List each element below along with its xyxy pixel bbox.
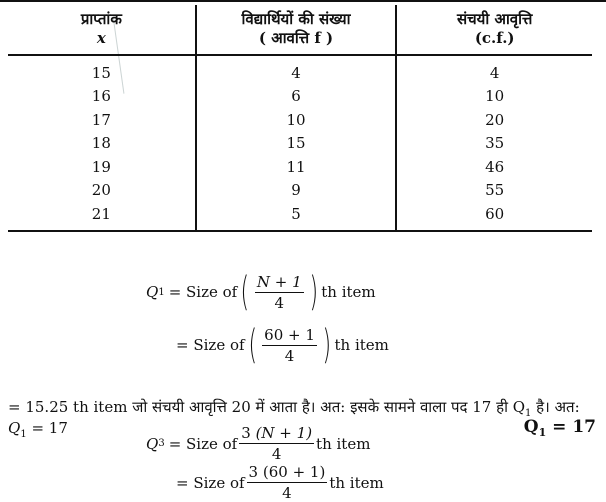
cell-marks: 17	[91, 110, 111, 129]
cell-cumulative: 46	[396, 155, 592, 179]
fraction-numerator: 3 (60 + 1)	[248, 463, 326, 481]
explanation-line	[8, 397, 580, 419]
th-item-text: th item	[329, 473, 384, 492]
header-marks-symbol: x	[96, 29, 106, 47]
header-students-label: विद्यार्थियों की संख्या	[241, 10, 351, 28]
header-marks	[8, 5, 196, 55]
q-symbol: Q	[146, 283, 159, 301]
cell-cumulative: 55	[396, 179, 592, 203]
size-of-text: = Size of	[176, 473, 245, 492]
table-row	[8, 202, 592, 231]
cell-cumulative: 20	[396, 108, 592, 132]
cell-frequency: 4	[196, 55, 397, 85]
table-row	[8, 179, 592, 203]
q-subscript: 1	[538, 426, 547, 439]
th-item-text: th item	[321, 283, 376, 301]
cell-marks: 15	[91, 63, 111, 82]
size-of-text: = Size of	[176, 336, 245, 354]
fraction	[255, 273, 304, 312]
cell-cumulative: 60	[396, 202, 592, 231]
cell-cumulative: 4	[396, 55, 592, 85]
fraction-denominator: 4	[271, 445, 282, 463]
right-paren: )	[322, 322, 332, 368]
explanation-text: = 15.25 th item जो संचयी आवृत्ति 20 में आता है। अत: इसके सामने वाला पद 17 ही Q	[8, 398, 526, 416]
q-subscript: 3	[158, 438, 165, 449]
fraction-denominator: 4	[284, 346, 295, 365]
table-header-row	[8, 5, 592, 55]
left-paren: (	[240, 269, 250, 315]
header-students-symbol: ( आवत्ति f )	[258, 29, 334, 47]
formula-q1-general	[146, 269, 376, 315]
formula-q3-general	[146, 424, 370, 463]
q-symbol: Q	[8, 419, 21, 437]
header-students	[196, 5, 397, 55]
table-row	[8, 55, 592, 85]
q-subscript: 1	[20, 429, 27, 440]
th-item-text: th item	[334, 336, 389, 354]
fraction-denominator: 4	[282, 484, 292, 502]
fraction	[247, 463, 328, 502]
formula-q1-substituted	[176, 322, 389, 368]
q1-result-inline	[8, 419, 68, 440]
cell-frequency: 9	[196, 179, 397, 203]
cell-marks: 20	[91, 181, 111, 200]
header-marks-label: प्राप्तांक	[80, 10, 122, 28]
cell-marks: 19	[91, 157, 111, 176]
table-row	[8, 132, 592, 156]
header-cumulative-symbol: (c.f.)	[474, 29, 515, 47]
formula-q3-substituted	[176, 463, 384, 502]
q1-value: = 17	[26, 419, 68, 437]
fraction-denominator: 4	[274, 293, 284, 312]
q-symbol: Q	[523, 417, 539, 437]
q1-value: = 17	[546, 417, 596, 437]
paren-group	[237, 269, 321, 315]
explanation-subscript: 1	[525, 408, 532, 419]
q-symbol: Q	[146, 434, 159, 453]
cell-marks: 21	[8, 202, 196, 231]
fraction-numerator: N + 1	[256, 272, 302, 291]
cell-frequency: 5	[196, 202, 397, 231]
table-row	[8, 85, 592, 109]
fraction	[262, 326, 317, 365]
cell-frequency: 10	[196, 108, 397, 132]
th-item-text: th item	[316, 434, 371, 453]
q-subscript: 1	[158, 286, 165, 298]
header-cumulative-label: संचयी आवृत्ति	[456, 10, 533, 28]
explanation-end: है। अत:	[531, 398, 580, 416]
cell-cumulative: 35	[396, 132, 592, 156]
top-rule	[0, 0, 606, 2]
right-paren: )	[309, 269, 318, 315]
header-cumulative	[396, 5, 592, 55]
numerator-coefficient: 3	[241, 424, 251, 442]
cell-frequency: 11	[196, 155, 397, 179]
table-row	[8, 155, 592, 179]
fraction-numerator	[239, 424, 314, 444]
size-of-text: = Size of	[168, 283, 238, 301]
cell-marks: 18	[91, 134, 111, 153]
size-of-text: = Size of	[168, 434, 238, 453]
paren-group	[245, 322, 335, 368]
q1-result-bold	[524, 417, 596, 439]
table-row	[8, 108, 592, 132]
frequency-table	[8, 5, 592, 232]
fraction-numerator: 60 + 1	[264, 325, 315, 344]
cell-frequency: 6	[196, 85, 397, 109]
left-paren: (	[248, 322, 257, 368]
fraction	[239, 424, 314, 463]
cell-cumulative: 10	[396, 85, 592, 109]
numerator-expression: (N + 1)	[255, 424, 313, 442]
cell-marks: 16	[91, 87, 111, 106]
cell-frequency: 15	[196, 132, 397, 156]
